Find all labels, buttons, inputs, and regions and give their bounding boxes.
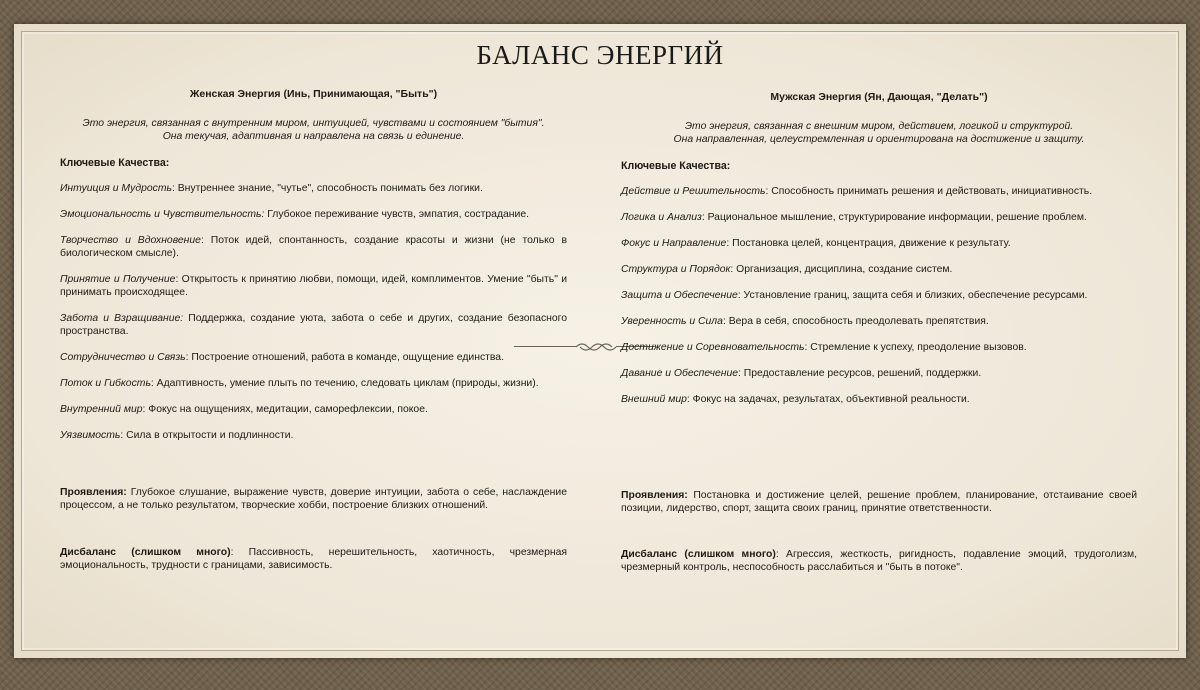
masculine-energy-column bbox=[621, 91, 1137, 574]
quality-text: : Стремление к успеху, преодоление вызовов. bbox=[804, 342, 1027, 353]
divider-ornament-icon bbox=[574, 343, 618, 351]
masculine-quality bbox=[621, 237, 1137, 250]
manifestations-label: Проявления: bbox=[621, 490, 688, 501]
feminine-quality bbox=[60, 312, 567, 338]
feminine-quality bbox=[60, 273, 567, 299]
quality-text: : Фокус на задачах, результатах, объективной реальности. bbox=[686, 394, 970, 405]
quality-term: Эмоциональность и Чувствительность: bbox=[60, 209, 265, 220]
masculine-quality bbox=[621, 289, 1137, 302]
page-title: БАЛАНС ЭНЕРГИЙ bbox=[476, 40, 724, 70]
imbalance-label: Дисбаланс (слишком много) bbox=[621, 549, 776, 560]
masculine-manifestations bbox=[621, 489, 1137, 515]
feminine-quality bbox=[60, 208, 567, 221]
quality-text: : Адаптивность, умение плыть по течению, следовать циклам (природы, жизни). bbox=[150, 378, 539, 389]
quality-text: : Вера в себя, способность преодолевать препятствия. bbox=[722, 316, 989, 327]
masculine-quality bbox=[621, 393, 1137, 406]
feminine-qualities-title: Ключевые Качества: bbox=[60, 157, 170, 169]
quality-text: : Построение отношений, работа в команде, ощущение единства. bbox=[185, 352, 504, 363]
manifestations-label: Проявления: bbox=[60, 487, 127, 498]
quality-text: Поддержка, создание уюта, забота о себе и других, создание безопасного пространства. bbox=[60, 313, 567, 337]
masculine-quality bbox=[621, 315, 1137, 328]
feminine-quality bbox=[60, 351, 567, 364]
feminine-manifestations bbox=[60, 486, 567, 512]
quality-text: : Фокус на ощущениях, медитации, саморефлексии, покое. bbox=[142, 404, 428, 415]
manifestations-text: Постановка и достижение целей, решение проблем, планирование, отстаивание своей позиции, лидерство, спорт, защита своих границ, принятие ответственности. bbox=[621, 490, 1137, 514]
quality-term: Логика и Анализ bbox=[621, 212, 702, 223]
feminine-energy-column bbox=[60, 88, 567, 572]
quality-term: Уязвимость bbox=[60, 430, 121, 441]
quality-text: : Рациональное мышление, структурирование информации, решение проблем. bbox=[701, 212, 1087, 223]
quality-text: Глубокое переживание чувств, эмпатия, сострадание. bbox=[264, 209, 529, 220]
quality-term: Фокус и Направление bbox=[621, 238, 727, 249]
quality-text: : Открытость к принятию любви, помощи, идей, комплиментов. Умение "быть" и принимать происходящее. bbox=[60, 274, 568, 298]
feminine-quality bbox=[60, 403, 567, 416]
quality-text: : Организация, дисциплина, создание систем. bbox=[730, 264, 953, 275]
feminine-quality bbox=[60, 234, 567, 260]
masculine-quality bbox=[621, 341, 1137, 354]
feminine-quality bbox=[60, 377, 567, 390]
masculine-intro-line-1: Это энергия, связанная с внешним миром, действием, логикой и структурой. bbox=[684, 121, 1074, 132]
masculine-intro-line-2: Она направленная, целеустремленная и ориентирована на достижение и защиту. bbox=[673, 134, 1085, 145]
quality-term: Внутренний мир bbox=[60, 404, 143, 415]
quality-term: Сотрудничество и Связь bbox=[60, 352, 186, 363]
masculine-intro bbox=[621, 120, 1137, 146]
quality-text: : Способность принимать решения и действовать, инициативность. bbox=[765, 186, 1093, 197]
quality-text: : Установление границ, защита себя и близких, обеспечение ресурсами. bbox=[737, 290, 1088, 301]
feminine-quality bbox=[60, 429, 567, 442]
quality-term: Уверенность и Сила bbox=[621, 316, 723, 327]
quality-text: : Постановка целей, концентрация, движение к результату. bbox=[726, 238, 1011, 249]
quality-term: Внешний мир bbox=[621, 394, 687, 405]
quality-term: Защита и Обеспечение bbox=[621, 290, 738, 301]
feminine-intro-line-1: Это энергия, связанная с внутренним миром, интуицией, чувствами и состоянием "бытия". bbox=[82, 118, 545, 129]
quality-term: Достижение и Соревновательность bbox=[621, 342, 805, 353]
masculine-qualities-title: Ключевые Качества: bbox=[621, 160, 731, 172]
quality-term: Творчество и Вдохновение bbox=[60, 235, 201, 246]
imbalance-label: Дисбаланс (слишком много) bbox=[60, 547, 231, 558]
quality-term: Принятие и Получение bbox=[60, 274, 176, 285]
masculine-quality bbox=[621, 211, 1137, 224]
feminine-quality bbox=[60, 182, 567, 195]
feminine-intro bbox=[60, 117, 567, 143]
manifestations-text: Глубокое слушание, выражение чувств, доверие интуиции, забота о себе, наслаждение процессом, а не только результатом, творческие хобби, построение близких отношений. bbox=[60, 487, 567, 511]
quality-term: Интуиция и Мудрость bbox=[60, 183, 172, 194]
quality-term: Поток и Гибкость bbox=[60, 378, 151, 389]
quality-text: : Внутреннее знание, "чутье", способность понимать без логики. bbox=[171, 183, 483, 194]
quality-term: Давание и Обеспечение bbox=[621, 368, 739, 379]
feminine-intro-line-2: Она текучая, адаптивная и направлена на связь и единение. bbox=[162, 131, 465, 142]
quality-term: Действие и Решительность bbox=[621, 186, 766, 197]
masculine-quality bbox=[621, 263, 1137, 276]
masculine-imbalance bbox=[621, 548, 1137, 574]
feminine-heading: Женская Энергия (Инь, Принимающая, "Быть") bbox=[189, 88, 438, 100]
quality-term: Забота и Взращивание: bbox=[60, 313, 184, 324]
masculine-quality bbox=[621, 185, 1137, 198]
feminine-imbalance bbox=[60, 546, 567, 572]
quality-term: Структура и Порядок bbox=[621, 264, 731, 275]
imbalance-text: : Агрессия, жесткость, ригидность, подавление эмоций, трудоголизм, чрезмерный контроль, неспособность расслабиться и "быть в потоке". bbox=[621, 549, 1137, 573]
masculine-quality bbox=[621, 367, 1137, 380]
masculine-heading: Мужская Энергия (Ян, Дающая, "Делать") bbox=[770, 91, 988, 103]
quality-text: : Сила в открытости и подлинности. bbox=[120, 430, 294, 441]
quality-text: : Поток идей, спонтанность, создание красоты и жизни (не только в биологическом смысле). bbox=[60, 235, 568, 259]
document-page bbox=[14, 24, 1186, 658]
quality-text: : Предоставление ресурсов, решений, поддержки. bbox=[738, 368, 982, 379]
imbalance-text: : Пассивность, нерешительность, хаотичность, чрезмерная эмоциональность, трудности с границами, зависимость. bbox=[60, 547, 567, 571]
